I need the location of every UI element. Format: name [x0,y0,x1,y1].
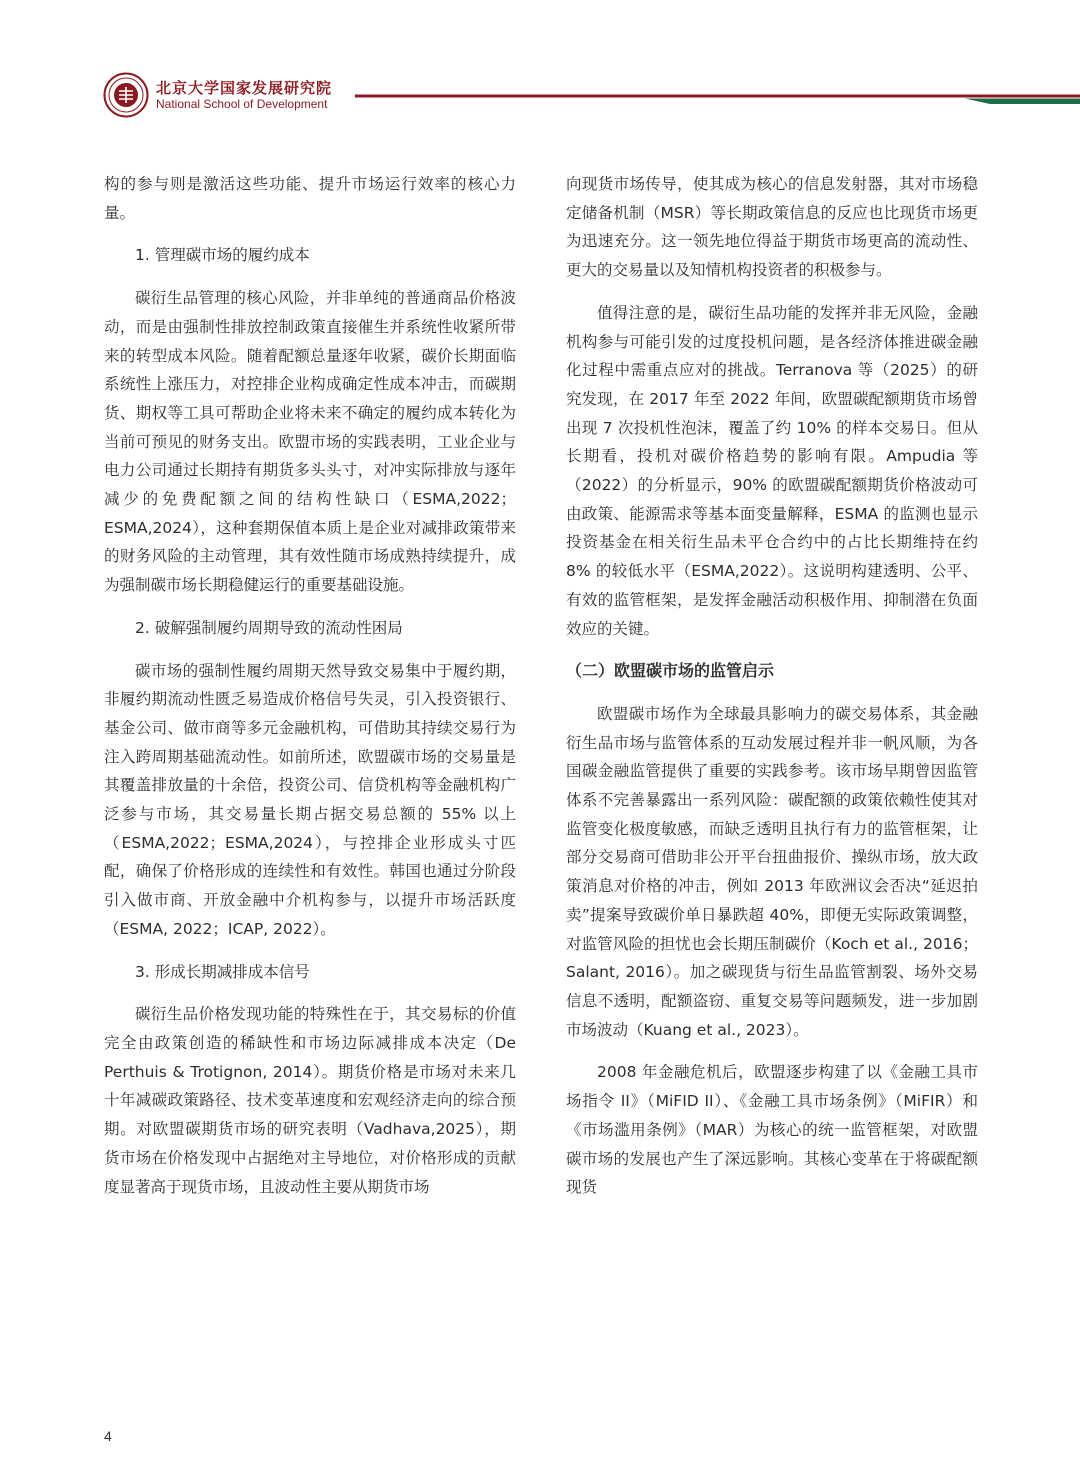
section-heading: 1. 管理碳市场的履约成本 [135,246,310,265]
paragraph: 碳衍生品管理的核心风险，并非单纯的普通商品价格波动，而是由强制性排放控制政策直接催生并系统性收紧所带来的转型成本风险。随着配额总量逐年收紧，碳价长期面临系统性上涨压力，对控排企业构成确定性成本冲击，而碳期货、期权等工具可帮助企业将未来不确定的履约成本转化为当前可预见的财务支出。欧盟市场的实践表明，工业企业与电力公司通过长期持有期货多头头寸，对冲实际排放与逐年减少的免费配额之间的结构性缺口（ESMA,2022；ESMA,2024），这种套期保值本质上是企业对减排政策带来的财务风险的主动管理，其有效性随市场成熟持续提升，成为强制碳市场长期稳健运行的重要基础设施。 [104,289,516,595]
paragraph: 向现货市场传导，使其成为核心的信息发射器，其对市场稳定储备机制（MSR）等长期政策信息的反应也比现货市场更为迅速充分。这一领先地位得益于期货市场更高的流动性、更大的交易量以及知情机构投资者的积极参与。 [566,175,978,280]
paragraph: 值得注意的是，碳衍生品功能的发挥并非无风险，金融机构参与可能引发的过度投机问题，是各经济体推进碳金融化过程中需重点应对的挑战。Terranova 等（2025）的研究发现，在 2017 年至 2022 年间，欧盟碳配额期货市场曾出现 7 次投机性泡沫，覆盖了约 10% 的样本交易日。但从长期看，投机对碳价格趋势的影响有限。Ampudia 等（2022）的分析显示，90% 的欧盟碳配额期货价格波动可由政策、能源需求等基本面变量解释，ESMA 的监测也显示投资基金在相关衍生品未平仓合约中的占比长期维持在约 8% 的较低水平（ESMA,2022）。这说明构建透明、公平、有效的监管框架，是发挥金融活动积极作用、抑制潜在负面效应的关键。 [566,303,978,638]
page-number: 4 [104,1428,112,1444]
subsection-heading: （二）欧盟碳市场的监管启示 [566,661,775,681]
paragraph: 构的参与则是激活这些功能、提升市场运行效率的核心力量。 [104,175,516,222]
page-header [0,0,1080,140]
section-heading: 2. 破解强制履约周期导致的流动性困局 [135,618,403,637]
paragraph: 碳衍生品价格发现功能的特殊性在于，其交易标的价值完全由政策创造的稀缺性和市场边际减排成本决定（De Perthuis & Trotignon, 2014）。期货价格是市场对未来几十年减碳政策路径、技术变革速度和宏观经济走向的综合预期。对欧盟碳期货市场的研究表明（Vadhava,2025），期货市场在价格发现中占据绝对主导地位，对价格形成的贡献度显著高于现货市场，且波动性主要从期货市场 [104,1005,516,1196]
paragraph: 碳市场的强制性履约周期天然导致交易集中于履约期，非履约期流动性匮乏易造成价格信号失灵，引入投资银行、基金公司、做市商等多元金融机构，可借助其持续交易行为注入跨周期基础流动性。如前所述，欧盟碳市场的交易量是其覆盖排放量的十余倍，投资公司、信贷机构等金融机构广泛参与市场，其交易量长期占据交易总额的 55% 以上（ESMA,2022；ESMA,2024），与控排企业形成头寸匹配，确保了价格形成的连续性和有效性。韩国也通过分阶段引入做市商、开放金融中介机构参与，以提升市场活跃度（ESMA, 2022；ICAP, 2022）。 [104,661,516,938]
right-column [566,170,978,1202]
paragraph: 2008 年金融危机后，欧盟逐步构建了以《金融工具市场指令 II》（MiFID II）、《金融工具市场条例》（MiFIR）和《市场滥用条例》（MAR）为核心的统一监管框架，对欧盟碳市场的发展也产生了深远影响。其核心变革在于将碳配额现货 [566,1063,978,1197]
left-column [104,170,516,1201]
section-heading: 3. 形成长期减排成本信号 [135,962,310,981]
header-rule [0,0,1080,140]
org-name-en: National School of Development [156,97,328,111]
paragraph: 欧盟碳市场作为全球最具影响力的碳交易体系，其金融衍生品市场与监管体系的互动发展过程并非一帆风顺，为各国碳金融监管提供了重要的实践参考。该市场早期曾因监管体系不完善暴露出一系列风险：碳配额的政策依赖性使其对监管变化极度敏感，而缺乏透明且执行有力的监管框架，让部分交易商可借助非公开平台扭曲报价、操纵市场，放大政策消息对价格的冲击，例如 2013 年欧洲议会否决“延迟拍卖”提案导致碳价单日暴跌超 40%，即便无实际政策调整，对监管风险的担忧也会长期压制碳价（Koch et al., 2016；Salant, 2016）。加之碳现货与衍生品监管割裂、场外交易信息不透明，配额盗窃、重复交易等问题频发，进一步加剧市场波动（Kuang et al., 2023）。 [566,704,978,1039]
org-name-cn: 北京大学国家发展研究院 [156,79,333,97]
